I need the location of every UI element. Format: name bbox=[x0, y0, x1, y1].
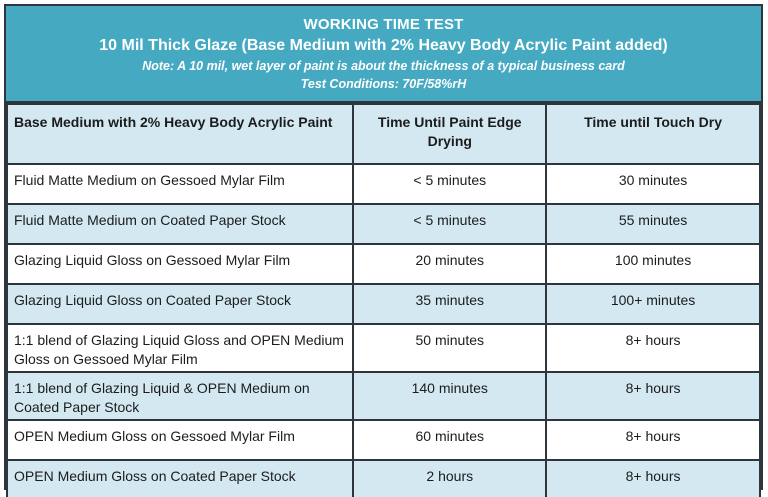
table-row bbox=[7, 460, 760, 497]
cell-base-medium: 1:1 blend of Glazing Liquid & OPEN Medium on Coated Paper Stock bbox=[7, 372, 353, 420]
cell-base-medium: Glazing Liquid Gloss on Gessoed Mylar Film bbox=[7, 244, 353, 284]
banner-test-conditions: Test Conditions: 70F/58%rH bbox=[300, 77, 467, 91]
title-banner bbox=[6, 6, 761, 103]
cell-touch-dry: 8+ hours bbox=[546, 460, 760, 497]
cell-base-medium: Fluid Matte Medium on Coated Paper Stock bbox=[7, 204, 353, 244]
cell-edge-drying: 35 minutes bbox=[353, 284, 546, 324]
working-time-table bbox=[6, 103, 761, 497]
cell-base-medium: OPEN Medium Gloss on Coated Paper Stock bbox=[7, 460, 353, 497]
table-row bbox=[7, 204, 760, 244]
table-row bbox=[7, 164, 760, 204]
cell-edge-drying: 60 minutes bbox=[353, 420, 546, 460]
table-row bbox=[7, 284, 760, 324]
cell-touch-dry: 55 minutes bbox=[546, 204, 760, 244]
cell-edge-drying: < 5 minutes bbox=[353, 164, 546, 204]
working-time-test-sheet bbox=[4, 4, 763, 490]
table-row bbox=[7, 420, 760, 460]
cell-base-medium: Fluid Matte Medium on Gessoed Mylar Film bbox=[7, 164, 353, 204]
table-row bbox=[7, 324, 760, 372]
banner-note: Note: A 10 mil, wet layer of paint is about the thickness of a typical business card bbox=[142, 59, 625, 73]
cell-edge-drying: 2 hours bbox=[353, 460, 546, 497]
cell-base-medium: Glazing Liquid Gloss on Coated Paper Stock bbox=[7, 284, 353, 324]
table-row bbox=[7, 372, 760, 420]
table-row bbox=[7, 244, 760, 284]
column-header-edge-drying: Time Until Paint Edge Drying bbox=[353, 104, 546, 164]
table-header-row bbox=[7, 104, 760, 164]
cell-touch-dry: 8+ hours bbox=[546, 420, 760, 460]
cell-edge-drying: 140 minutes bbox=[353, 372, 546, 420]
banner-subtitle: 10 Mil Thick Glaze (Base Medium with 2% Heavy Body Acrylic Paint added) bbox=[99, 37, 668, 54]
cell-edge-drying: 20 minutes bbox=[353, 244, 546, 284]
cell-touch-dry: 30 minutes bbox=[546, 164, 760, 204]
cell-base-medium: OPEN Medium Gloss on Gessoed Mylar Film bbox=[7, 420, 353, 460]
cell-edge-drying: < 5 minutes bbox=[353, 204, 546, 244]
cell-touch-dry: 8+ hours bbox=[546, 372, 760, 420]
cell-edge-drying: 50 minutes bbox=[353, 324, 546, 372]
cell-touch-dry: 100 minutes bbox=[546, 244, 760, 284]
cell-touch-dry: 100+ minutes bbox=[546, 284, 760, 324]
banner-title: WORKING TIME TEST bbox=[303, 16, 464, 33]
column-header-base-medium: Base Medium with 2% Heavy Body Acrylic Paint bbox=[7, 104, 353, 164]
column-header-touch-dry: Time until Touch Dry bbox=[546, 104, 760, 164]
cell-touch-dry: 8+ hours bbox=[546, 324, 760, 372]
cell-base-medium: 1:1 blend of Glazing Liquid Gloss and OPEN Medium Gloss on Gessoed Mylar Film bbox=[7, 324, 353, 372]
